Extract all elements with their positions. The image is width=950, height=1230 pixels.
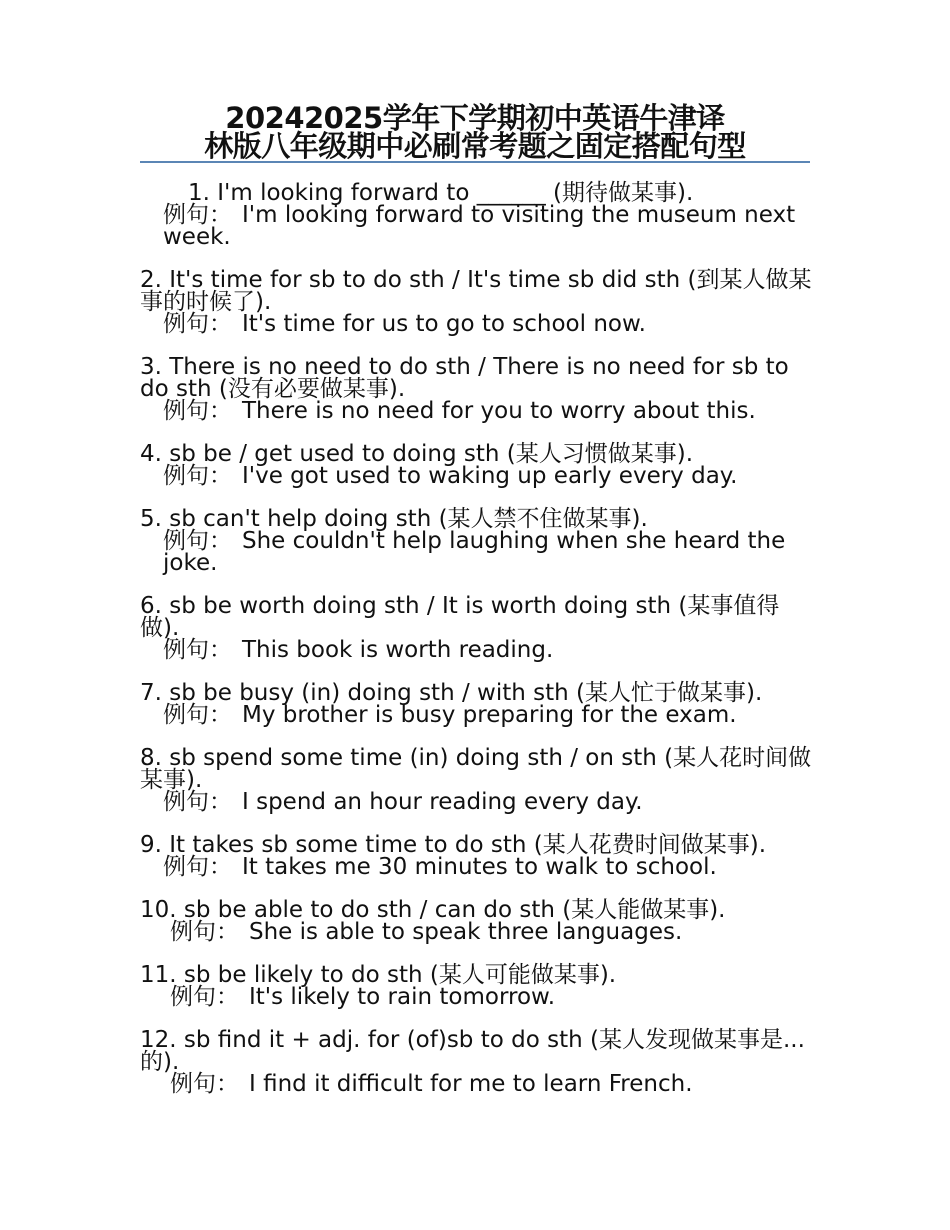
list-item xyxy=(140,269,812,335)
list-item xyxy=(140,747,812,813)
example-label: 例句： xyxy=(163,789,232,815)
item-example xyxy=(140,204,812,248)
example-text: My brother is busy preparing for the exam. xyxy=(242,702,737,728)
example-text: I've got used to waking up early every day. xyxy=(242,463,738,489)
example-label: 例句： xyxy=(170,1071,239,1097)
phrase-list xyxy=(140,182,812,1116)
list-item xyxy=(140,834,812,878)
list-item xyxy=(140,964,812,1008)
example-text: I spend an hour reading every day. xyxy=(242,789,643,815)
example-text: This book is worth reading. xyxy=(242,637,554,663)
item-heading: 3. There is no need to do sth / There is no need for sb to do sth (没有必要做某事). xyxy=(140,354,789,402)
item-example xyxy=(140,313,812,335)
list-item xyxy=(140,595,812,661)
item-heading: 9. It takes sb some time to do sth (某人花费时间做某事). xyxy=(140,832,767,858)
list-item xyxy=(140,356,812,422)
example-text: It's time for us to go to school now. xyxy=(242,311,646,337)
example-text: She couldn't help laughing when she heard the joke. xyxy=(163,528,786,576)
item-example xyxy=(140,856,812,878)
example-text: She is able to speak three languages. xyxy=(249,919,683,945)
title-line-1: 20242025学年下学期初中英语牛津译 xyxy=(225,101,725,135)
example-label: 例句： xyxy=(163,702,232,728)
example-text: I find it difficult for me to learn French. xyxy=(249,1071,693,1097)
item-heading: 12. sb find it + adj. for (of)sb to do sth (某人发现做某事是...的). xyxy=(140,1027,805,1075)
example-label: 例句： xyxy=(170,919,239,945)
list-item xyxy=(140,182,812,248)
example-label: 例句： xyxy=(163,202,232,228)
example-text: I'm looking forward to visiting the museum next week. xyxy=(163,202,796,250)
document-title xyxy=(140,101,810,163)
example-text: It takes me 30 minutes to walk to school. xyxy=(242,854,717,880)
list-item xyxy=(140,508,812,574)
example-label: 例句： xyxy=(163,854,232,880)
item-heading: 7. sb be busy (in) doing sth / with sth (某人忙于做某事). xyxy=(140,680,763,706)
item-heading: 2. It's time for sb to do sth / It's time sb did sth (到某人做某事的时候了). xyxy=(140,267,812,315)
list-item xyxy=(140,1029,812,1095)
list-item xyxy=(140,899,812,943)
item-example xyxy=(140,400,812,422)
title-line-2: 林版八年级期中必刷常考题之固定搭配句型 xyxy=(204,129,746,163)
list-item xyxy=(140,443,812,487)
item-example xyxy=(140,1073,812,1095)
item-heading: 1. I'm looking forward to ______ (期待做某事). xyxy=(188,180,694,206)
item-example xyxy=(140,639,812,661)
item-example xyxy=(140,921,812,943)
item-example xyxy=(140,986,812,1008)
list-item xyxy=(140,682,812,726)
example-label: 例句： xyxy=(170,984,239,1010)
item-heading: 10. sb be able to do sth / can do sth (某人能做某事). xyxy=(140,897,726,923)
item-heading: 6. sb be worth doing sth / It is worth doing sth (某事值得做). xyxy=(140,593,780,641)
item-example xyxy=(140,530,812,574)
example-label: 例句： xyxy=(163,463,232,489)
example-text: There is no need for you to worry about this. xyxy=(242,398,756,424)
item-heading: 11. sb be likely to do sth (某人可能做某事). xyxy=(140,962,617,988)
example-text: It's likely to rain tomorrow. xyxy=(249,984,556,1010)
example-label: 例句： xyxy=(163,398,232,424)
item-example xyxy=(140,791,812,813)
item-example xyxy=(140,704,812,726)
example-label: 例句： xyxy=(163,311,232,337)
example-label: 例句： xyxy=(163,637,232,663)
example-label: 例句： xyxy=(163,528,232,554)
item-heading: 8. sb spend some time (in) doing sth / on sth (某人花时间做某事). xyxy=(140,745,812,793)
item-example xyxy=(140,465,812,487)
item-heading: 4. sb be / get used to doing sth (某人习惯做某事). xyxy=(140,441,694,467)
item-heading: 5. sb can't help doing sth (某人禁不住做某事). xyxy=(140,506,648,532)
